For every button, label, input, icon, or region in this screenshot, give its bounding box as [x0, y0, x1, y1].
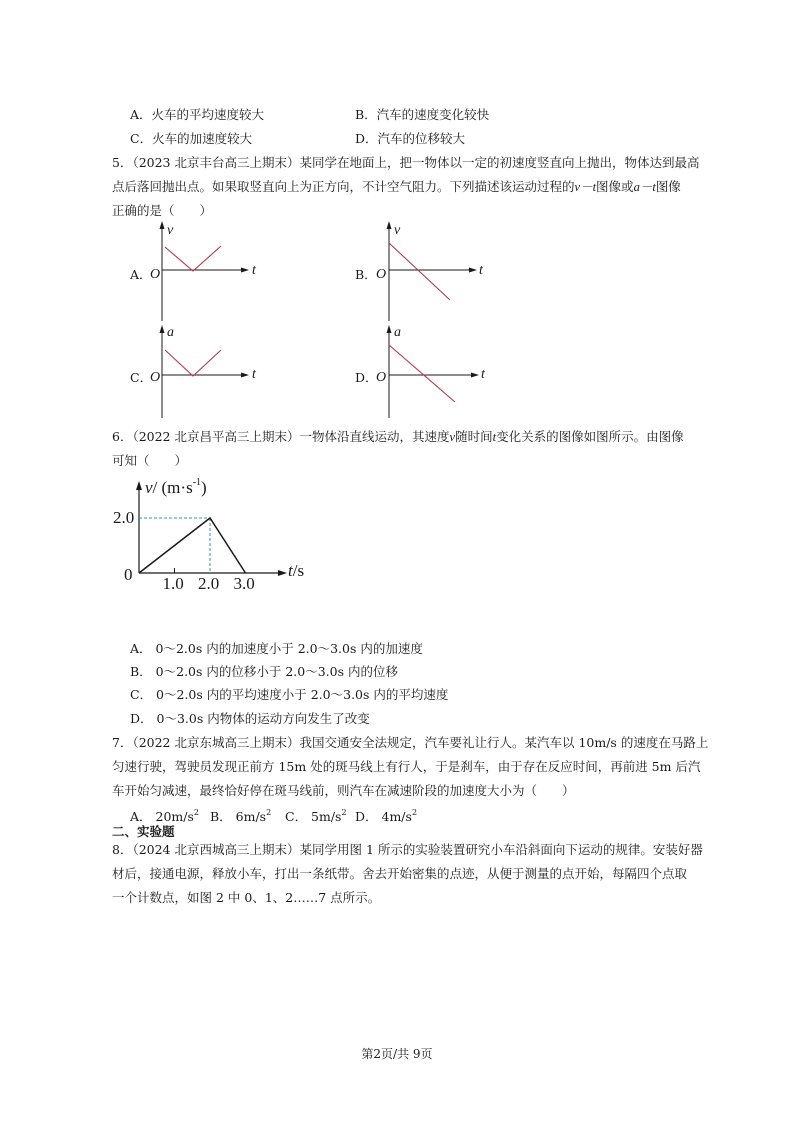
q6-option-b: B． 0～2.0s 内的位移小于 2.0～3.0s 内的位移 — [130, 664, 398, 679]
q5-graph-d-option: D． — [355, 370, 378, 385]
q6-y-arrow — [136, 481, 142, 490]
q5-graph-a-option: A． — [130, 267, 152, 282]
q6-series-line — [139, 518, 246, 573]
q6-stem-line1-b: 随时间 — [455, 429, 493, 444]
q7-option-b-label: B． 6m/s — [210, 809, 267, 824]
q7-option-d — [355, 809, 417, 825]
q6-option-d: D． 0～3.0s 内物体的运动方向发生了改变 — [130, 711, 370, 726]
q5-graph-d-xlabel: t — [481, 367, 485, 382]
q4-option-b: B．汽车的速度变化较快 — [355, 107, 490, 122]
q5-graph-c-option: C． — [130, 370, 153, 385]
q8-stem-line1: 8．（2024 北京西城高三上期末）某同学用图 1 所示的实验装置研究小车沿斜面向下运动的规律。安装好器 — [112, 842, 703, 857]
q7-stem-line1: 7．（2022 北京东城高三上期末）我国交通安全法规定，汽车要礼让行人。某汽车以 10m/s 的速度在马路上 — [112, 735, 709, 750]
q8-stem-line3: 一个计数点，如图 2 中 0、1、2……7 点所示。 — [112, 890, 381, 905]
q5-graph-c-xlabel: t — [252, 367, 256, 382]
q7-option-c — [285, 809, 347, 825]
q7-option-b — [210, 809, 271, 825]
page-footer: 第2页/共 9页 — [361, 1047, 433, 1061]
q6-stem-line2: 可知（ ） — [112, 453, 188, 468]
q6-y-axis-label — [145, 478, 207, 498]
q7-stem-line3: 车开始匀减速，最终恰好停在斑马线前，则汽车在减速阶段的加速度大小为（ ） — [112, 783, 575, 798]
q6-stem-v: v — [449, 430, 456, 444]
q5-stem-vt: v－t — [574, 180, 597, 194]
q6-stem-line1-a: 6．（2022 北京昌平高三上期末）一物体沿直线运动，其速度 — [112, 429, 450, 444]
q7-option-a-label: A． 20m/s — [130, 809, 194, 824]
q8-stem-line2: 材后，接通电源，释放小车，打出一条纸带。舍去开始密集的点迹，从便于测量的点开始，每隔四个点取 — [112, 866, 688, 881]
q5-stem-at: a－t — [633, 180, 656, 194]
q6-option-a: A． 0～2.0s 内的加速度小于 2.0～3.0s 内的加速度 — [130, 641, 423, 656]
q7-option-a — [130, 809, 199, 825]
q6-x-axis-label: t/s — [288, 561, 305, 580]
q6-stem-line1-c: 变化关系的图像如图所示。由图像 — [496, 429, 684, 444]
q6-ylabel-exp: -1 — [192, 477, 202, 488]
q6-x-tick-label: 3.0 — [233, 574, 255, 593]
q5-graph-a-xlabel: t — [252, 263, 256, 278]
q7-option-c-exp: 2 — [341, 808, 347, 817]
q7-option-c-label: C． 5m/s — [285, 809, 342, 824]
q7-stem-line2: 匀速行驶，驾驶员发现正前方 15m 处的斑马线上有行人，于是刹车，由于存在反应时间，再前进 5m 后汽 — [112, 759, 701, 774]
q7-option-a-exp: 2 — [193, 808, 199, 817]
q5-graph-a-ylabel: v — [167, 223, 174, 238]
q6-y-tick-label: 2.0 — [113, 508, 135, 527]
q6-ylabel-close: ) — [201, 478, 207, 497]
q5-graph-b-option: B． — [355, 267, 377, 282]
q5-graph-b-origin: O — [376, 267, 387, 282]
q6-x-tick-label: 2.0 — [198, 574, 220, 593]
q5-stem-line2-a: 点后落回抛出点。如果取竖直向上为正方向，不计空气阻力。下列描述该运动过程的 — [112, 179, 575, 194]
q4-option-d: D．汽车的位移较大 — [355, 131, 466, 146]
q5-stem-line3: 正确的是（ ） — [112, 203, 213, 218]
q5-stem-line2-c: 图像 — [655, 179, 681, 194]
q6-origin-label: 0 — [124, 565, 133, 584]
q6-ylabel-var: v — [145, 478, 153, 497]
q7-option-d-exp: 2 — [411, 808, 418, 817]
q5-graph-a-origin: O — [150, 267, 161, 282]
q6-ylabel-unit: / (m·s — [152, 478, 193, 497]
q5-stem-line2-b: 图像或 — [596, 179, 634, 194]
q6-option-c: C． 0～2.0s 内的平均速度小于 2.0～3.0s 内的平均速度 — [130, 687, 449, 702]
q5-graph-c-origin: O — [150, 370, 161, 385]
q6-x-tick-label: 1.0 — [162, 574, 184, 593]
q5-graph-b-ylabel: v — [394, 223, 401, 238]
q7-option-b-exp: 2 — [266, 808, 272, 817]
q5-graph-b-xlabel: t — [479, 263, 483, 278]
q5-graph-d-ylabel: a — [394, 325, 401, 340]
q4-option-c: C．火车的加速度较大 — [130, 131, 253, 146]
q6-stem-t: t — [492, 430, 497, 444]
q7-option-d-label: D． 4m/s — [355, 809, 412, 824]
q6-x-arrow — [278, 570, 287, 576]
q4-option-a: A．火车的平均速度较大 — [130, 107, 265, 122]
q5-stem-line1: 5．（2023 北京丰台高三上期末）某同学在地面上，把一物体以一定的初速度竖直向上抛出，物体达到最高 — [112, 155, 700, 170]
q5-graph-d-origin: O — [376, 370, 387, 385]
section-heading: 二、实验题 — [112, 824, 175, 839]
q5-graph-c-ylabel: a — [167, 325, 174, 340]
